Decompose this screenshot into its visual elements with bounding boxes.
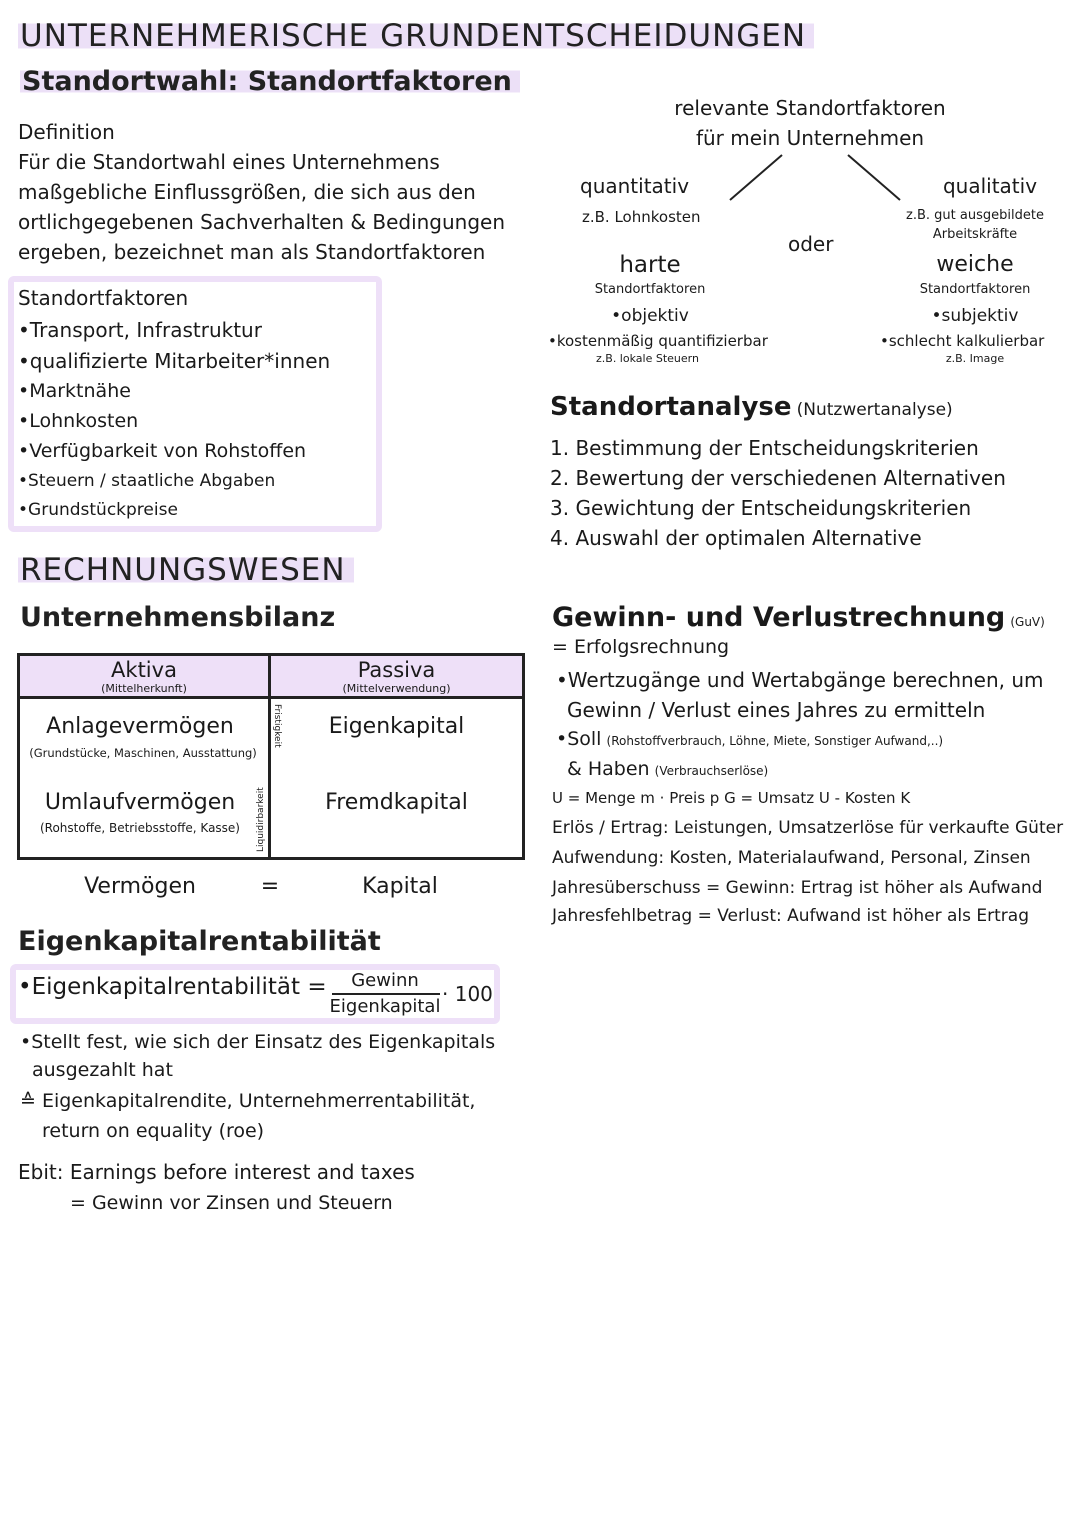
aktiva-note: (Mittelherkunft) bbox=[101, 682, 187, 695]
kapital-label: Kapital bbox=[362, 874, 438, 899]
equals-sign: = bbox=[260, 874, 280, 899]
guv-heading bbox=[552, 602, 1045, 633]
oder-label: oder bbox=[788, 232, 834, 256]
weiche-sub: Standortfaktoren bbox=[919, 282, 1031, 297]
fremdkapital-label: Fremdkapital bbox=[325, 790, 468, 815]
guv-title-note: (GuV) bbox=[1010, 615, 1045, 629]
fraction-bar bbox=[332, 993, 440, 995]
definition-line: Für die Standortwahl eines Unternehmens bbox=[18, 150, 440, 174]
factor-item: •Steuern / staatliche Abgaben bbox=[18, 471, 276, 491]
branch-lines-icon bbox=[720, 150, 920, 210]
ekr-formula-lhs: •Eigenkapitalrentabilität = bbox=[18, 974, 327, 1000]
passiva-note: (Mittelverwendung) bbox=[342, 682, 451, 695]
harte-sub: Standortfaktoren bbox=[594, 282, 706, 297]
balance-divider bbox=[20, 696, 522, 699]
haben-note: (Verbrauchserlöse) bbox=[654, 764, 769, 778]
umlaufvermoegen-label: Umlaufvermögen bbox=[44, 790, 236, 815]
anlagevermoegen-note: (Grundstücke, Maschinen, Ausstattung) bbox=[29, 746, 257, 760]
factor-item: •qualifizierte Mitarbeiter*innen bbox=[18, 349, 331, 373]
ekr-denominator: Eigenkapital bbox=[329, 996, 441, 1017]
ekr-factor: · 100 bbox=[442, 982, 493, 1006]
factors-box bbox=[8, 276, 382, 532]
eigenkapital-label: Eigenkapital bbox=[328, 714, 465, 739]
guv-ueberschuss: Jahresüberschuss = Gewinn: Ertrag ist höher als Aufwand bbox=[552, 878, 1043, 898]
analysis-heading bbox=[550, 392, 953, 422]
harte-attr: •kostenmäßig quantifizierbar bbox=[548, 332, 768, 350]
vermoegen-label: Vermögen bbox=[84, 874, 196, 899]
analysis-title-note: (Nutzwertanalyse) bbox=[796, 400, 953, 420]
factor-item: •Verfügbarkeit von Rohstoffen bbox=[18, 440, 307, 462]
guv-fehlbetrag: Jahresfehlbetrag = Verlust: Aufwand ist höher als Ertrag bbox=[552, 906, 1029, 926]
weiche-attr: •schlecht kalkulierbar bbox=[880, 332, 1045, 350]
accounting-title: RECHNUNGSWESEN bbox=[18, 552, 354, 588]
aktiva-label: Aktiva bbox=[111, 658, 177, 682]
quantitativ-example: z.B. Lohnkosten bbox=[582, 208, 701, 226]
guv-erloes: Erlös / Ertrag: Leistungen, Umsatzerlöse für verkaufte Güter bbox=[552, 818, 1064, 838]
guv-title: Gewinn- und Verlustrechnung bbox=[552, 602, 1006, 633]
definition-line: ergeben, bezeichnet man als Standortfaktoren bbox=[18, 240, 486, 264]
guv-line: Gewinn / Verlust eines Jahres zu ermitteln bbox=[567, 698, 986, 722]
qualitativ-label: qualitativ bbox=[942, 174, 1038, 198]
section-subtitle-standortwahl: Standortwahl: Standortfaktoren bbox=[20, 66, 520, 97]
page-title: UNTERNEHMERISCHE GRUNDENTSCHEIDUNGEN bbox=[18, 18, 814, 54]
definition-label: Definition bbox=[18, 120, 115, 144]
ebit-translation: = Gewinn vor Zinsen und Steuern bbox=[70, 1192, 393, 1214]
ekr-note: ausgezahlt hat bbox=[32, 1059, 173, 1081]
qualitativ-example: z.B. gut ausgebildete bbox=[906, 208, 1044, 223]
ekr-title: Eigenkapitalrentabilität bbox=[18, 926, 381, 957]
ebit-definition: Ebit: Earnings before interest and taxes bbox=[18, 1160, 415, 1184]
analysis-title: Standortanalyse bbox=[550, 392, 792, 422]
definition-line: maßgebliche Einflussgrößen, die sich aus den bbox=[18, 180, 476, 204]
relevant-subtitle: für mein Unternehmen bbox=[695, 126, 925, 150]
harte-attr: •objektiv bbox=[611, 306, 689, 326]
analysis-step: 3. Gewichtung der Entscheidungskriterien bbox=[550, 496, 972, 520]
ekr-numerator: Gewinn bbox=[351, 970, 419, 991]
qualitativ-example: Arbeitskräfte bbox=[932, 227, 1018, 242]
guv-line: •Wertzugänge und Wertabgänge berechnen, um bbox=[556, 668, 1044, 692]
factor-item: •Grundstückpreise bbox=[18, 500, 178, 520]
ekr-note: return on equality (roe) bbox=[42, 1120, 265, 1142]
analysis-step: 1. Bestimmung der Entscheidungskriterien bbox=[550, 436, 979, 460]
weiche-label: weiche bbox=[936, 252, 1014, 277]
weiche-example: z.B. Image bbox=[945, 352, 1005, 365]
harte-label: harte bbox=[619, 252, 681, 278]
quantitativ-label: quantitativ bbox=[580, 174, 690, 198]
relevant-title: relevante Standortfaktoren bbox=[674, 96, 946, 120]
definition-line: ortlichgegebenen Sachverhalten & Bedingungen bbox=[18, 210, 506, 234]
haben-line bbox=[567, 758, 768, 780]
passiva-label: Passiva bbox=[357, 658, 436, 682]
umlaufvermoegen-note: (Rohstoffe, Betriebsstoffe, Kasse) bbox=[39, 821, 240, 835]
factors-title: Standortfaktoren bbox=[18, 286, 189, 310]
soll-label: •Soll bbox=[556, 728, 602, 750]
guv-subtitle: = Erfolgsrechnung bbox=[552, 636, 730, 658]
factor-item: •Transport, Infrastruktur bbox=[18, 318, 262, 342]
ekr-note: ≙ Eigenkapitalrendite, Unternehmerrentabilität, bbox=[20, 1090, 476, 1112]
ekr-note: •Stellt fest, wie sich der Einsatz des Eigenkapitals bbox=[20, 1031, 496, 1053]
harte-example: z.B. lokale Steuern bbox=[596, 352, 699, 365]
soll-line bbox=[556, 728, 943, 750]
fristigkeit-label: Fristigkeit bbox=[272, 704, 282, 748]
soll-note: (Rohstoffverbrauch, Löhne, Miete, Sonstiger Aufwand,..) bbox=[606, 734, 944, 748]
factor-item: •Marktnähe bbox=[18, 380, 131, 402]
analysis-step: 2. Bewertung der verschiedenen Alternativen bbox=[550, 466, 1006, 490]
bilanz-title: Unternehmensbilanz bbox=[20, 602, 336, 633]
liquiditaet-label: Liquidirbarkeit bbox=[256, 787, 266, 852]
analysis-step: 4. Auswahl der optimalen Alternative bbox=[550, 526, 922, 550]
guv-formula: U = Menge m · Preis p G = Umsatz U - Kosten K bbox=[552, 789, 911, 807]
weiche-attr: •subjektiv bbox=[931, 306, 1019, 326]
guv-aufwendung: Aufwendung: Kosten, Materialaufwand, Personal, Zinsen bbox=[552, 848, 1031, 868]
anlagevermoegen-label: Anlagevermögen bbox=[46, 714, 234, 739]
haben-label: & Haben bbox=[567, 758, 650, 780]
factor-item: •Lohnkosten bbox=[18, 410, 139, 432]
